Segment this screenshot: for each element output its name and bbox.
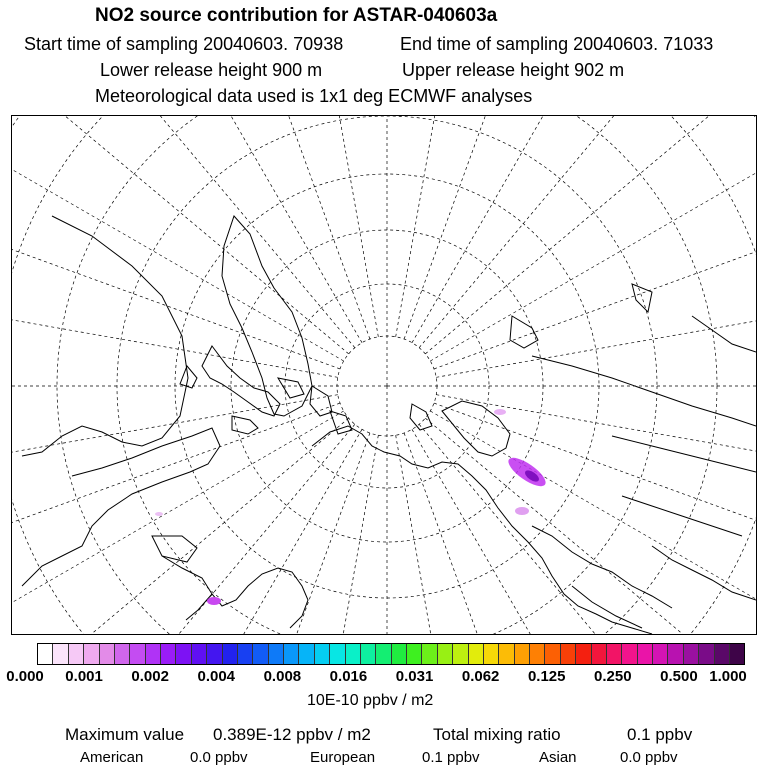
scale-tick-label: 0.002	[131, 668, 169, 685]
met-data-label: Meteorological data used is 1x1 deg ECMWF analyses	[95, 86, 533, 106]
meridian-line	[412, 429, 756, 634]
color-swatch	[100, 644, 115, 664]
meridian-line	[425, 116, 756, 354]
scale-tick-label: 0.031	[395, 668, 434, 685]
graticule	[12, 116, 756, 634]
color-swatch	[592, 644, 607, 664]
meridian-line	[430, 411, 756, 634]
scale-tick-label: 0.125	[527, 668, 566, 685]
plot-title: NO2 source contribution for ASTAR-040603a	[95, 5, 498, 26]
scale-tick-label: 0.000	[6, 668, 44, 685]
color-swatch	[622, 644, 637, 664]
meridian-line	[113, 433, 370, 634]
plume-tail	[515, 507, 529, 515]
lower-height-label: Lower release height 900 m	[100, 60, 323, 80]
color-swatch	[161, 644, 176, 664]
american-label: American	[80, 749, 144, 766]
coastlines	[22, 216, 756, 634]
asian-value: 0.0 ppbv	[620, 749, 678, 766]
scale-tick-label: 0.004	[197, 668, 236, 685]
color-swatch	[407, 644, 422, 664]
scale-unit: 10E-10 ppbv / m2	[307, 692, 434, 709]
color-swatch	[53, 644, 68, 664]
meridian-line	[12, 424, 355, 634]
color-swatch	[192, 644, 207, 664]
start-time-label: Start time of sampling 20040603. 70938	[24, 34, 344, 54]
color-swatch	[346, 644, 361, 664]
meridian-line	[404, 433, 661, 634]
color-swatch	[668, 644, 683, 664]
color-swatch	[69, 644, 84, 664]
color-swatch	[330, 644, 345, 664]
color-swatch	[207, 644, 222, 664]
color-swatch	[176, 644, 191, 664]
color-swatch	[284, 644, 299, 664]
meridian-line	[12, 116, 355, 348]
color-swatch	[238, 644, 253, 664]
meridian-line	[12, 116, 349, 354]
color-swatch	[315, 644, 330, 664]
color-swatch	[469, 644, 484, 664]
scale-tick-label: 0.001	[65, 668, 103, 685]
color-swatch	[699, 644, 714, 664]
end-time-label: End time of sampling 20040603. 71033	[400, 34, 714, 54]
meridian-line	[425, 418, 756, 634]
coastline-siberia	[312, 426, 652, 634]
plume-areas	[155, 409, 550, 605]
meridian-line	[430, 116, 756, 361]
polar-map-svg	[12, 116, 756, 634]
latitude-circle	[12, 116, 756, 634]
meridian-line	[434, 403, 756, 634]
color-swatch	[530, 644, 545, 664]
meridian-line	[248, 435, 378, 634]
color-swatch	[438, 644, 453, 664]
meridian-line	[12, 395, 338, 525]
max-value-label: Maximum value	[65, 725, 185, 744]
color-swatch	[376, 644, 391, 664]
asian-label: Asian	[539, 749, 577, 766]
color-swatch	[715, 644, 730, 664]
color-swatch	[607, 644, 622, 664]
meridian-line	[12, 418, 349, 634]
color-swatch	[269, 644, 284, 664]
european-label: European	[310, 749, 376, 766]
color-swatch	[638, 644, 653, 664]
color-swatch	[361, 644, 376, 664]
meridian-line	[396, 116, 526, 337]
meridian-line	[12, 411, 344, 634]
european-value: 0.1 ppbv	[422, 749, 480, 766]
scale-tick-label: 0.062	[461, 668, 500, 685]
meridian-line	[248, 116, 378, 337]
color-swatch	[115, 644, 130, 664]
color-swatch	[499, 644, 514, 664]
max-value: 0.389E-12 ppbv / m2	[213, 725, 371, 744]
meridian-line	[412, 116, 756, 343]
color-swatch	[392, 644, 407, 664]
meridian-line	[436, 247, 756, 377]
scale-tick-label: 0.016	[329, 668, 368, 685]
total-mixing-label: Total mixing ratio	[433, 725, 561, 744]
plume-spot-south	[207, 597, 221, 605]
color-swatch	[545, 644, 560, 664]
meridian-line	[12, 116, 340, 369]
color-swatch	[299, 644, 314, 664]
scale-tick-label: 1.000	[709, 668, 747, 685]
plume-spot-west	[155, 512, 163, 516]
meridian-line	[12, 429, 362, 634]
meridian-line	[404, 116, 661, 339]
color-swatch	[130, 644, 145, 664]
color-swatch	[422, 644, 437, 664]
scale-tick-label: 0.250	[594, 668, 632, 685]
color-swatch	[515, 644, 530, 664]
color-swatch	[146, 644, 161, 664]
color-swatch	[38, 644, 53, 664]
scale-tick-label: 0.500	[660, 668, 698, 685]
meridian-line	[12, 116, 362, 343]
color-swatch	[576, 644, 591, 664]
upper-height-label: Upper release height 902 m	[402, 60, 625, 80]
meridian-line	[113, 116, 370, 339]
color-swatch	[453, 644, 468, 664]
color-swatch	[653, 644, 668, 664]
color-scale	[37, 643, 745, 665]
color-swatch	[223, 644, 238, 664]
american-value: 0.0 ppbv	[190, 749, 248, 766]
color-swatch	[253, 644, 268, 664]
color-swatch	[84, 644, 99, 664]
color-swatch	[561, 644, 576, 664]
scale-tick-label: 0.008	[263, 668, 302, 685]
color-swatch	[730, 644, 744, 664]
latitude-circle	[12, 116, 756, 634]
plume-north	[494, 409, 506, 415]
color-swatch	[484, 644, 499, 664]
polar-map	[11, 115, 757, 635]
meridian-line	[12, 116, 344, 361]
coastline-north-america	[22, 216, 220, 586]
total-mixing-value: 0.1 ppbv	[627, 725, 693, 744]
color-swatch	[684, 644, 699, 664]
coastline-asia-east	[572, 436, 756, 628]
coastline-europe	[532, 284, 756, 608]
